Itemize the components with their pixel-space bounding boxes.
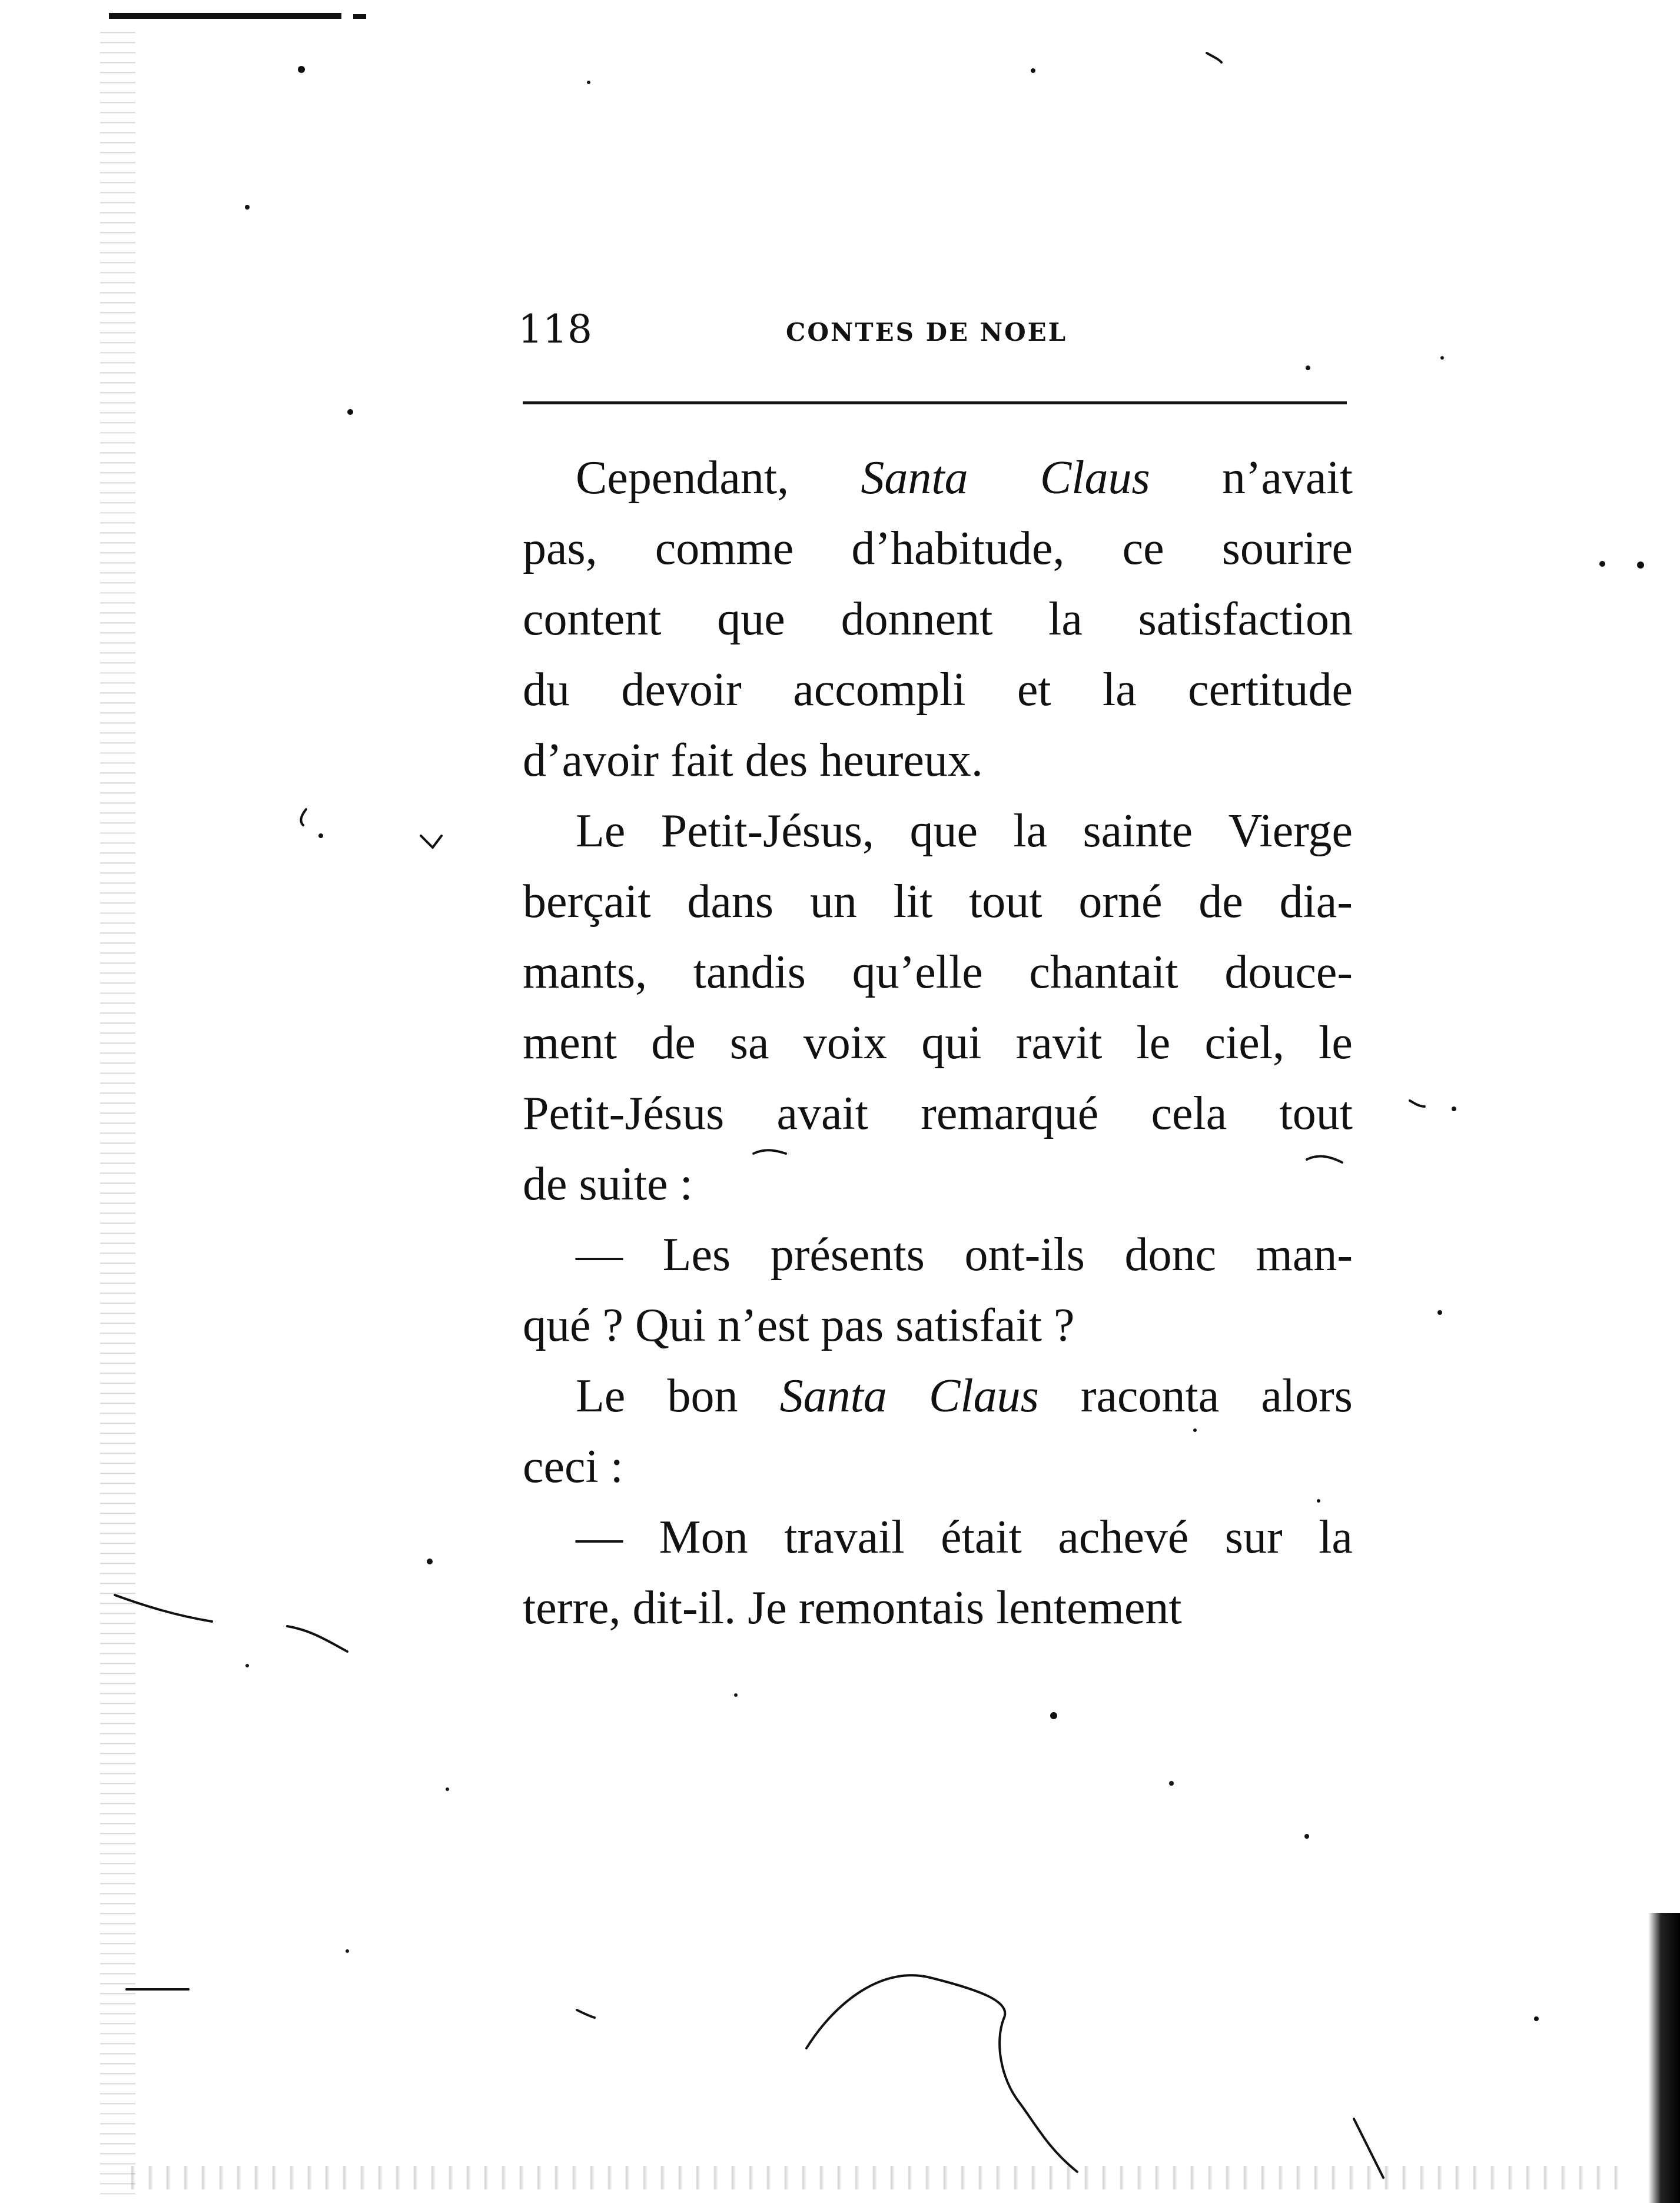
italic-word: Santa [779,1370,887,1422]
word: la [1013,805,1048,857]
word: dans [687,876,774,928]
text-line [523,1220,1353,1290]
word: que [717,593,785,645]
word: tout [1279,1088,1353,1139]
word: orné [1078,876,1163,928]
word: terre, [523,1582,621,1634]
word: lentement [996,1582,1182,1634]
text-line [523,443,1353,513]
word: Vierge [1228,805,1353,857]
word: donc [1124,1229,1217,1281]
text-line [523,1078,1353,1149]
word: la [1103,664,1137,716]
paragraph [523,1220,1353,1361]
word: que [909,805,978,857]
word: le [1136,1017,1171,1069]
word: dia- [1279,876,1353,928]
word: satisfaction [1138,593,1353,645]
word: ment [523,1017,617,1069]
word: le [1319,1017,1353,1069]
text-line [523,654,1353,725]
word: était [941,1511,1022,1563]
word: du [523,664,570,716]
word: qu’elle [852,946,983,998]
word: d’avoir fait des heureux. [523,735,983,786]
text-line [523,584,1353,654]
text-line [523,1008,1353,1078]
word: sourire [1221,523,1353,574]
text-line [523,866,1353,937]
word: Petit-Jésus [523,1088,725,1139]
text-line [523,1573,1353,1643]
text-line [523,1431,1353,1502]
word: sa [729,1017,769,1069]
word: chantait [1029,946,1178,998]
word: Petit-Jésus, [660,805,875,857]
word: ciel, [1204,1017,1284,1069]
head-rule [523,401,1347,404]
word: cela [1151,1088,1227,1139]
word: Mon [659,1511,748,1563]
word: raconta [1080,1370,1220,1422]
word: achevé [1058,1511,1189,1563]
word: alors [1261,1370,1353,1422]
word: — [576,1229,623,1281]
word: d’habitude, [851,523,1065,574]
word: la [1319,1511,1353,1563]
word: — [576,1511,623,1563]
word: devoir [621,664,742,716]
word: qué ? Qui n’est pas satisfait ? [523,1300,1075,1351]
word: donnent [841,593,993,645]
word: man- [1256,1229,1353,1281]
running-head [518,306,1342,353]
word: ravit [1015,1017,1103,1069]
word: de [1198,876,1243,928]
word: Les [662,1229,731,1281]
word: comme [655,523,794,574]
page-number: 118 [518,307,592,352]
word: mants, [523,946,648,998]
italic-word: Claus [1040,452,1150,504]
text-line [523,937,1353,1008]
word: un [809,876,857,928]
word: douce- [1224,946,1353,998]
word: la [1048,593,1083,645]
word: dit-il. [632,1582,736,1634]
text-line [523,1361,1353,1431]
paragraph [523,1361,1353,1502]
word: sainte [1083,805,1193,857]
word: ont-ils [964,1229,1085,1281]
word: de suite : [523,1158,693,1210]
word: avait [776,1088,868,1139]
word: n’avait [1221,452,1353,504]
text-line [523,1290,1353,1361]
word: accompli [793,664,966,716]
paragraph [523,796,1353,1220]
paragraph [523,1502,1353,1643]
text-line [523,1149,1353,1220]
text-line [523,513,1353,584]
word: travail [784,1511,905,1563]
italic-word: Claus [929,1370,1039,1422]
word: sur [1224,1511,1283,1563]
text-line [523,725,1353,796]
word: Je [748,1582,787,1634]
word: lit [893,876,933,928]
word: remontais [798,1582,985,1634]
word: Cependant, [576,452,789,504]
italic-word: Santa [861,452,968,504]
word: tandis [693,946,806,998]
running-title: CONTES DE NOEL [786,318,1068,347]
text-line [523,1502,1353,1573]
word: content [523,593,662,645]
paragraph [523,443,1353,796]
word: Le [576,1370,626,1422]
word: remarqué [921,1088,1099,1139]
word: tout [969,876,1042,928]
word: berçait [523,876,651,928]
body-text [523,443,1353,1643]
word: Le [576,805,626,857]
word: de [651,1017,696,1069]
word: voix [803,1017,888,1069]
word: certitude [1188,664,1353,716]
word: et [1017,664,1051,716]
word: bon [667,1370,738,1422]
word: ce [1122,523,1164,574]
word: ceci : [523,1441,623,1493]
word: présents [770,1229,925,1281]
text-line [523,796,1353,866]
word: pas, [523,523,597,574]
word: qui [921,1017,982,1069]
